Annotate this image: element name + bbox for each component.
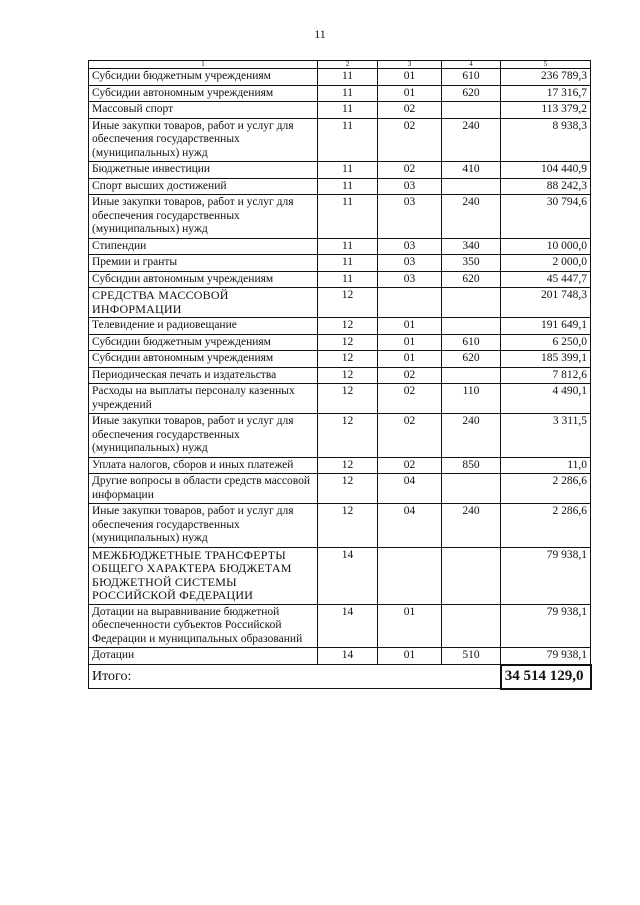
table-row [89,414,591,458]
amount: 30 794,6 [501,195,591,239]
table-row [89,474,591,504]
section-code: 12 [318,288,378,318]
table-row [89,504,591,548]
amount: 79 938,1 [501,648,591,665]
expense-type-code: 240 [442,504,501,548]
section-code: 12 [318,318,378,335]
empty-cell [318,665,378,689]
expense-type-code: 610 [442,69,501,86]
column-number-row [89,61,591,69]
page-number: 11 [314,27,326,41]
table-row [89,162,591,179]
amount: 11,0 [501,457,591,474]
amount: 79 938,1 [501,547,591,604]
section-code: 14 [318,648,378,665]
expense-type-code [442,547,501,604]
amount: 236 789,3 [501,69,591,86]
expense-name: Иные закупки товаров, работ и услуг для обеспечения государственных (муниципальных) нужд [89,195,318,239]
empty-cell [442,665,501,689]
empty-cell [378,665,442,689]
expense-type-code [442,474,501,504]
section-code: 12 [318,384,378,414]
expense-name: Иные закупки товаров, работ и услуг для обеспечения государственных (муниципальных) нужд [89,414,318,458]
section-code: 11 [318,271,378,288]
expense-name: Дотации [89,648,318,665]
subsection-code: 02 [378,384,442,414]
expense-name: МЕЖБЮДЖЕТНЫЕ ТРАНСФЕРТЫ ОБЩЕГО ХАРАКТЕРА БЮДЖЕТАМ БЮДЖЕТНОЙ СИСТЕМЫ РОССИЙСКОЙ ФЕДЕРАЦИИ [89,547,318,604]
subsection-code: 01 [378,318,442,335]
budget-table [88,60,592,690]
table-row [89,271,591,288]
table-row [89,238,591,255]
amount: 17 316,7 [501,85,591,102]
section-code: 11 [318,69,378,86]
expense-type-code: 340 [442,238,501,255]
expense-type-code [442,102,501,119]
section-code: 12 [318,474,378,504]
section-code: 12 [318,334,378,351]
expense-name: Иные закупки товаров, работ и услуг для обеспечения государственных (муниципальных) нужд [89,118,318,162]
table-row [89,288,591,318]
total-label: Итого: [89,665,318,689]
expense-name: Периодическая печать и издательства [89,367,318,384]
column-number: 5 [501,61,591,69]
expense-type-code [442,288,501,318]
subsection-code [378,288,442,318]
section-code: 12 [318,367,378,384]
expense-name: Иные закупки товаров, работ и услуг для обеспечения государственных (муниципальных) нужд [89,504,318,548]
section-code: 14 [318,547,378,604]
total-amount: 34 514 129,0 [501,665,591,689]
expense-type-code: 240 [442,195,501,239]
subsection-code: 01 [378,85,442,102]
amount: 7 812,6 [501,367,591,384]
amount: 79 938,1 [501,604,591,648]
table-row [89,195,591,239]
section-code: 11 [318,178,378,195]
expense-type-code [442,178,501,195]
subsection-code: 02 [378,118,442,162]
subsection-code: 03 [378,195,442,239]
section-code: 12 [318,414,378,458]
table-row [89,334,591,351]
section-code: 12 [318,351,378,368]
table-row [89,178,591,195]
expense-type-code: 510 [442,648,501,665]
expense-type-code: 240 [442,414,501,458]
section-code: 12 [318,504,378,548]
amount: 104 440,9 [501,162,591,179]
section-code: 11 [318,195,378,239]
column-number: 3 [378,61,442,69]
table-row [89,351,591,368]
amount: 2 286,6 [501,504,591,548]
expense-name: Дотации на выравнивание бюджетной обеспеченности субъектов Российской Федерации и муниципальных образований [89,604,318,648]
subsection-code: 02 [378,162,442,179]
expense-name: Другие вопросы в области средств массовой информации [89,474,318,504]
subsection-code: 01 [378,351,442,368]
subsection-code: 03 [378,238,442,255]
subsection-code: 02 [378,102,442,119]
subsection-code [378,547,442,604]
expense-name: Субсидии автономным учреждениям [89,85,318,102]
table-row [89,318,591,335]
column-number: 4 [442,61,501,69]
amount: 201 748,3 [501,288,591,318]
table-row [89,604,591,648]
total-row [89,665,591,689]
expense-type-code: 610 [442,334,501,351]
expense-type-code: 620 [442,85,501,102]
amount: 2 286,6 [501,474,591,504]
expense-type-code: 620 [442,271,501,288]
expense-name: Стипендии [89,238,318,255]
expense-type-code: 620 [442,351,501,368]
amount: 10 000,0 [501,238,591,255]
expense-type-code: 350 [442,255,501,272]
subsection-code: 01 [378,334,442,351]
subsection-code: 02 [378,367,442,384]
section-code: 11 [318,102,378,119]
table-row [89,69,591,86]
amount: 185 399,1 [501,351,591,368]
expense-name: СРЕДСТВА МАССОВОЙ ИНФОРМАЦИИ [89,288,318,318]
amount: 45 447,7 [501,271,591,288]
subsection-code: 01 [378,648,442,665]
expense-name: Субсидии автономным учреждениям [89,351,318,368]
amount: 191 649,1 [501,318,591,335]
expense-type-code: 850 [442,457,501,474]
expense-name: Расходы на выплаты персоналу казенных учреждений [89,384,318,414]
subsection-code: 04 [378,504,442,548]
amount: 3 311,5 [501,414,591,458]
subsection-code: 03 [378,255,442,272]
amount: 8 938,3 [501,118,591,162]
expense-type-code [442,367,501,384]
table-row [89,255,591,272]
amount: 4 490,1 [501,384,591,414]
expense-type-code: 110 [442,384,501,414]
expense-name: Субсидии бюджетным учреждениям [89,334,318,351]
subsection-code: 02 [378,414,442,458]
amount: 113 379,2 [501,102,591,119]
section-code: 11 [318,118,378,162]
subsection-code: 04 [378,474,442,504]
section-code: 11 [318,85,378,102]
expense-type-code: 410 [442,162,501,179]
amount: 88 242,3 [501,178,591,195]
table-row [89,384,591,414]
expense-name: Уплата налогов, сборов и иных платежей [89,457,318,474]
expense-name: Премии и гранты [89,255,318,272]
expense-type-code: 240 [442,118,501,162]
table-row [89,648,591,665]
column-number: 2 [318,61,378,69]
subsection-code: 02 [378,457,442,474]
section-code: 11 [318,255,378,272]
table-body [89,69,591,665]
expense-name: Субсидии автономным учреждениям [89,271,318,288]
expense-name: Субсидии бюджетным учреждениям [89,69,318,86]
section-code: 11 [318,238,378,255]
subsection-code: 03 [378,178,442,195]
table-row [89,457,591,474]
table-row [89,102,591,119]
expense-name: Телевидение и радиовещание [89,318,318,335]
amount: 6 250,0 [501,334,591,351]
table-row [89,118,591,162]
expense-name: Спорт высших достижений [89,178,318,195]
expense-type-code [442,604,501,648]
subsection-code: 03 [378,271,442,288]
section-code: 14 [318,604,378,648]
column-number: 1 [89,61,318,69]
table-row [89,85,591,102]
section-code: 12 [318,457,378,474]
table-row [89,367,591,384]
table-row [89,547,591,604]
subsection-code: 01 [378,604,442,648]
subsection-code: 01 [378,69,442,86]
expense-name: Массовый спорт [89,102,318,119]
section-code: 11 [318,162,378,179]
amount: 2 000,0 [501,255,591,272]
expense-type-code [442,318,501,335]
expense-name: Бюджетные инвестиции [89,162,318,179]
